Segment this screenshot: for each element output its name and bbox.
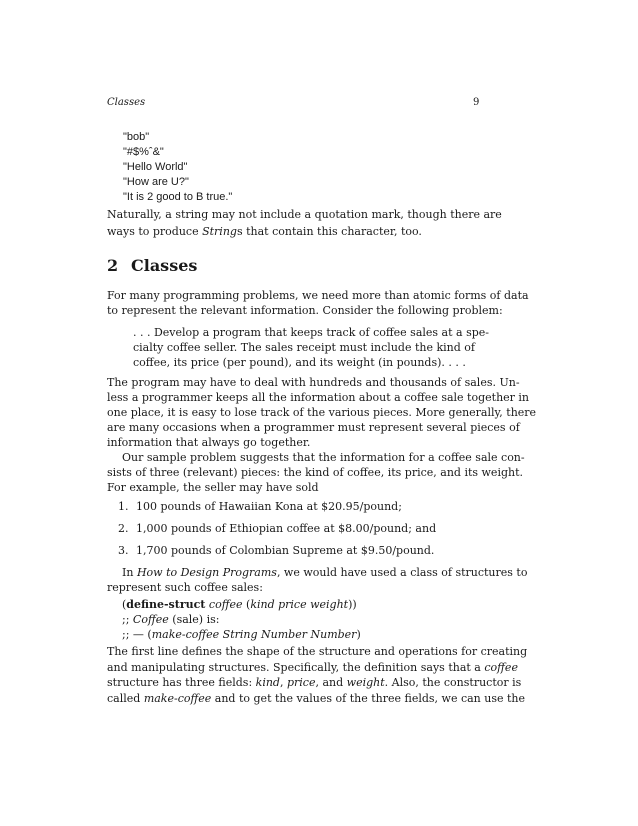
quote-line: cialty coffee seller. The sales receipt must include the kind of [133, 341, 475, 354]
string-example: "#$%ˆ&" [123, 146, 164, 158]
paragraph-line: sists of three (relevant) pieces: the kind of coffee, its price, and its weight. [107, 466, 524, 479]
paragraph-line: Naturally, a string may not include a quotation mark, though there are [107, 208, 502, 221]
list-item: 100 pounds of Hawaiian Kona at $20.95/pound; [136, 500, 402, 513]
type-name: String [202, 225, 237, 238]
paragraph-line: The first line defines the shape of the structure and operations for creating [107, 645, 528, 658]
running-header-title: Classes [107, 97, 146, 108]
list-item-number: 2. [118, 522, 129, 535]
paragraph-line: called make-coffee and to get the values of the three fields, we can use the [107, 692, 526, 705]
section-heading [107, 256, 197, 275]
page-number: 9 [473, 97, 480, 108]
paragraph-line: structure has three fields: kind, price, and weight. Also, the constructor is [107, 676, 522, 689]
code-comment-line: ;; Coffee (sale) is: [122, 613, 220, 626]
code-comment-line: ;; — (make-coffee String Number Number) [122, 628, 361, 641]
string-example: "How are U?" [123, 176, 189, 188]
paragraph-line: ways to produce Strings that contain this character, too. [107, 225, 422, 238]
code-keyword: define-struct [126, 598, 206, 611]
paragraph-line: The program may have to deal with hundreds and thousands of sales. Un- [107, 376, 520, 389]
section-number: 2 [107, 256, 119, 275]
book-title: How to Design Programs [136, 566, 277, 579]
list-item-number: 3. [118, 544, 129, 557]
list-item: 1,000 pounds of Ethiopian coffee at $8.00/pound; and [136, 522, 437, 535]
paragraph-line: information that always go together. [107, 436, 311, 449]
paragraph-line: For example, the seller may have sold [107, 481, 319, 494]
paragraph-line: In How to Design Programs, we would have used a class of structures to [122, 566, 528, 579]
string-example: "bob" [123, 131, 150, 143]
paragraph-line: For many programming problems, we need more than atomic forms of data [107, 289, 529, 302]
list-item: 1,700 pounds of Colombian Supreme at $9.50/pound. [136, 544, 435, 557]
string-example: "Hello World" [123, 161, 188, 173]
code-line: (define-struct coffee (kind price weight)) [122, 598, 357, 611]
quote-line: . . . Develop a program that keeps track of coffee sales at a spe- [133, 326, 490, 339]
paragraph-line: Our sample problem suggests that the information for a coffee sale con- [122, 451, 525, 464]
string-example: "It is 2 good to B true." [123, 191, 233, 203]
paragraph-line: represent such coffee sales: [107, 581, 263, 594]
list-item-number: 1. [118, 500, 129, 513]
paragraph-line: to represent the relevant information. Consider the following problem: [107, 304, 503, 317]
paragraph-line: are many occasions when a programmer must represent several pieces of [107, 421, 520, 434]
quote-line: coffee, its price (per pound), and its weight (in pounds). . . . [133, 356, 466, 369]
paragraph-line: less a programmer keeps all the information about a coffee sale together in [107, 391, 530, 404]
paragraph-line: and manipulating structures. Specifically, the definition says that a coffee [107, 661, 518, 674]
section-title: Classes [131, 256, 198, 275]
paragraph-line: one place, it is easy to lose track of the various pieces. More generally, there [107, 406, 537, 419]
